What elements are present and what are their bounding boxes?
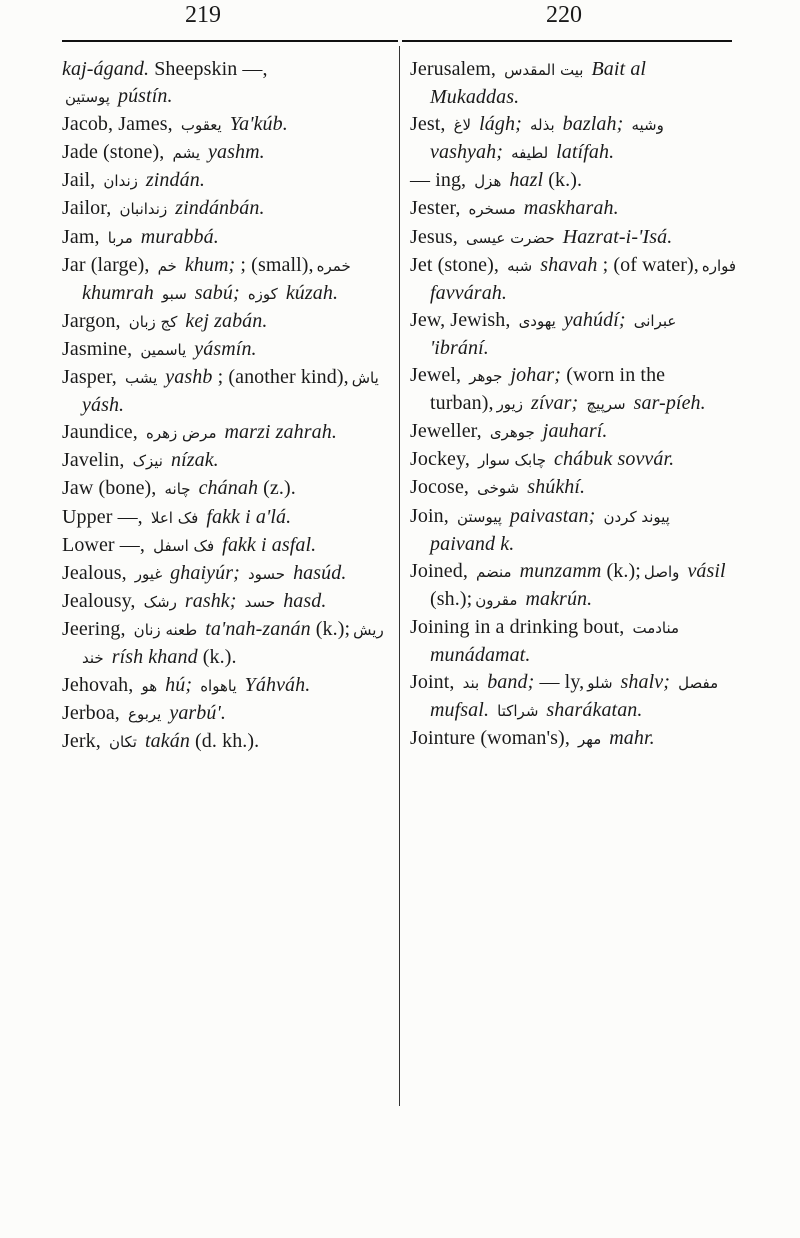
transliteration: yashm. — [208, 141, 265, 164]
transliteration: pústín. — [117, 85, 173, 108]
dictionary-entry — [410, 307, 740, 362]
arabic-script: شوخی — [477, 479, 520, 498]
transliteration: paivastan; — [509, 504, 596, 527]
gloss: ; (small), — [240, 253, 314, 276]
entry-headword: Joined, — [410, 559, 468, 582]
arabic-script: نیزک — [132, 452, 163, 471]
gloss: (z.). — [263, 477, 296, 500]
entry-headword: Jargon, — [62, 309, 121, 332]
transliteration: favvárah. — [430, 281, 507, 304]
dictionary-entry — [62, 475, 392, 503]
arabic-script: ریش خند — [82, 620, 384, 667]
transliteration: zindán. — [145, 169, 205, 192]
entry-headword: Jester, — [410, 197, 461, 220]
entry-headword: Jehovah, — [62, 674, 134, 697]
arabic-script: حسود — [247, 564, 286, 583]
entry-headword: — ing, — [410, 169, 467, 192]
entry-headword: Jade (stone), — [62, 141, 165, 164]
transliteration: yashb — [165, 366, 213, 389]
dictionary-entry — [62, 195, 392, 223]
arabic-script: منادمت — [632, 618, 680, 637]
arabic-script: جوهری — [489, 423, 535, 442]
entry-headword: Jockey, — [410, 448, 470, 471]
dictionary-entry — [62, 560, 392, 588]
dictionary-entry — [410, 614, 740, 669]
transliteration: hasd. — [283, 589, 327, 612]
dictionary-entry — [410, 224, 740, 252]
transliteration: fakk i asfal. — [222, 533, 317, 556]
entry-headword: Jew, Jewish, — [410, 308, 511, 331]
dictionary-entry — [62, 83, 392, 111]
entry-headword: Upper —, — [62, 505, 143, 528]
arabic-script: پیوستن — [456, 507, 502, 526]
arabic-script: غیور — [134, 564, 163, 583]
arabic-script: وشیه — [631, 116, 664, 135]
transliteration: sar-píeh. — [633, 392, 706, 415]
arabic-script: مرض زهره — [145, 424, 217, 443]
dictionary-entry — [410, 446, 740, 474]
arabic-script: یاسمین — [140, 340, 187, 359]
arabic-script: یعقوب — [180, 116, 222, 135]
arabic-script: مسخره — [468, 200, 516, 219]
transliteration: rísh khand — [111, 645, 198, 668]
arabic-script: فک اسفل — [153, 536, 215, 555]
arabic-script: مقرون — [475, 590, 518, 609]
transliteration: makrún. — [525, 587, 593, 610]
transliteration: shúkhí. — [527, 476, 586, 499]
dictionary-entry — [410, 195, 740, 223]
arabic-script: تکان — [108, 733, 137, 752]
gloss: (sh.); — [430, 587, 473, 610]
entry-headword: Lower —, — [62, 533, 145, 556]
arabic-script: شبه — [507, 256, 533, 275]
transliteration: sabú; — [194, 281, 240, 304]
entry-headword: Jeweller, — [410, 420, 482, 443]
arabic-script: یشم — [172, 144, 201, 163]
arabic-script: بذله — [529, 116, 555, 135]
arabic-script: هو — [141, 677, 158, 696]
arabic-script: زیور — [496, 395, 523, 414]
gloss: (k.); — [606, 559, 641, 582]
dictionary-entry — [410, 474, 740, 502]
transliteration: maskharah. — [523, 197, 619, 220]
arabic-script: مربا — [107, 228, 133, 247]
transliteration: kej zabán. — [185, 309, 268, 332]
entry-headword: Jeering, — [62, 617, 126, 640]
entry-headword: Joint, — [410, 671, 455, 694]
gloss: (k.); — [315, 617, 351, 640]
arabic-script: چابک سوار — [478, 451, 547, 470]
transliteration: vashyah; — [430, 141, 503, 164]
gloss: — ly, — [539, 671, 585, 694]
arabic-script: زندان — [103, 172, 138, 191]
dictionary-entry — [62, 336, 392, 364]
dictionary-entry — [62, 700, 392, 728]
entry-headword: Jaw (bone), — [62, 477, 157, 500]
entry-headword: Jerusalem, — [410, 58, 496, 80]
transliteration: mahr. — [609, 727, 655, 750]
arabic-script: مفصل — [678, 674, 719, 693]
arabic-script: فک اعلا — [150, 508, 199, 527]
arabic-script: طعنه زنان — [133, 620, 198, 639]
arabic-script: سرپیچ — [586, 395, 626, 414]
dictionary-entry — [62, 447, 392, 475]
arabic-script: جوهر — [469, 367, 503, 386]
entry-headword: Jacob, James, — [62, 113, 173, 136]
transliteration: Yáhváh. — [244, 674, 311, 697]
entry-headword: Jealousy, — [62, 589, 136, 612]
arabic-script: شلو — [587, 674, 613, 693]
transliteration: yásh. — [82, 394, 125, 417]
entry-headword: Jail, — [62, 169, 96, 192]
transliteration: jauharí. — [542, 420, 608, 443]
transliteration: nízak. — [170, 449, 219, 472]
dictionary-entry — [62, 308, 392, 336]
entry-headword: Jointure (woman's), — [410, 727, 570, 750]
entry-headword: Jerk, — [62, 730, 101, 753]
gloss: Sheepskin —, — [154, 58, 268, 80]
entry-headword: Jar (large), — [62, 253, 150, 276]
dictionary-entry — [410, 503, 740, 558]
dictionary-entry — [410, 725, 740, 753]
arabic-script: رشک — [143, 592, 177, 611]
dictionary-entry — [62, 588, 392, 616]
dictionary-entry — [410, 252, 740, 307]
transliteration: johar; — [510, 364, 562, 387]
transliteration: takán — [144, 730, 190, 753]
arabic-script: کج زبان — [128, 312, 178, 331]
dictionary-entry — [62, 532, 392, 560]
transliteration: ta'nah-zanán — [205, 617, 311, 640]
entry-headword: Joining in a drinking bout, — [410, 615, 625, 638]
header-rule-right — [402, 40, 732, 42]
transliteration: Bait al Mukaddas. — [430, 58, 647, 109]
arabic-script: یشب — [125, 369, 158, 388]
arabic-script: چانه — [164, 480, 191, 499]
transliteration: paivand k. — [430, 532, 515, 555]
left-column — [62, 56, 392, 756]
dictionary-entry — [62, 224, 392, 252]
transliteration: chábuk sovvár. — [554, 448, 675, 471]
transliteration: rashk; — [184, 589, 237, 612]
dictionary-entry — [410, 56, 740, 111]
transliteration: kúzah. — [285, 281, 339, 304]
arabic-script: بند — [462, 674, 480, 693]
transliteration: ghaiyúr; — [170, 561, 240, 584]
dictionary-entry — [62, 139, 392, 167]
transliteration: chánah — [198, 477, 259, 500]
transliteration: khum; — [184, 253, 236, 276]
arabic-script: لاغ — [453, 116, 472, 135]
dictionary-entry — [410, 669, 740, 725]
entry-headword: Jaundice, — [62, 421, 138, 444]
transliteration: shalv; — [620, 671, 671, 694]
arabic-script: سبو — [161, 284, 187, 303]
right-column — [410, 56, 740, 753]
transliteration: hazl — [509, 169, 544, 192]
entry-headword: Jet (stone), — [410, 253, 499, 276]
transliteration: yarbú'. — [169, 702, 226, 725]
arabic-script: شراکتا — [497, 702, 539, 721]
transliteration: Ya'kúb. — [229, 113, 288, 136]
page-number-right: 220 — [546, 2, 582, 28]
gloss: ; (of water), — [602, 253, 699, 276]
transliteration: sharákatan. — [546, 699, 643, 722]
arabic-script: یاش — [351, 369, 379, 388]
arabic-script: یربوع — [128, 705, 162, 724]
transliteration: marzi zahrah. — [224, 421, 337, 444]
gloss: (d. kh.). — [195, 730, 260, 753]
dictionary-entry — [410, 362, 740, 418]
entry-headword: Jerboa, — [62, 702, 120, 725]
entry-headword: Jocose, — [410, 476, 470, 499]
dictionary-entry — [410, 558, 740, 614]
entry-headword: Jailor, — [62, 197, 112, 220]
entry-headword: Jealous, — [62, 561, 127, 584]
entry-headword: Jasper, — [62, 366, 117, 389]
transliteration: hasúd. — [293, 561, 347, 584]
header-rule-left — [62, 40, 398, 42]
transliteration: munzamm — [519, 559, 602, 582]
transliteration: munádamat. — [430, 643, 531, 666]
arabic-script: هزل — [474, 172, 502, 191]
transliteration: fakk i a'lá. — [206, 505, 292, 528]
arabic-script: واصل — [643, 562, 680, 581]
transliteration: vásil — [687, 559, 726, 582]
dictionary-entry — [410, 418, 740, 446]
dictionary-entry — [62, 419, 392, 447]
transliteration: lágh; — [479, 113, 522, 136]
transliteration: mufsal. — [430, 699, 490, 722]
dictionary-entry — [410, 111, 740, 167]
dictionary-entry — [62, 616, 392, 672]
dictionary-entry — [410, 167, 740, 195]
arabic-script: مهر — [578, 730, 602, 749]
arabic-script: خم — [157, 256, 177, 275]
transliteration: band; — [487, 671, 535, 694]
arabic-script: بیت المقدس — [504, 61, 584, 79]
entry-headword: Jesus, — [410, 225, 458, 248]
transliteration: latífah. — [556, 141, 615, 164]
arabic-script: لطیفه — [511, 144, 549, 163]
entry-headword: Jasmine, — [62, 337, 133, 360]
dictionary-entry — [62, 504, 392, 532]
gloss: (k.). — [202, 645, 237, 668]
entry-headword: Jam, — [62, 225, 100, 248]
arabic-script: کوزه — [247, 284, 278, 303]
arabic-script: خمره — [316, 256, 351, 275]
transliteration: yahúdí; — [563, 308, 626, 331]
gloss: ; (another kind), — [217, 366, 349, 389]
dictionary-entry — [62, 252, 392, 308]
arabic-script: پیوند کردن — [603, 507, 670, 526]
arabic-script: زندانبان — [119, 200, 168, 219]
transliteration: kaj-ágand. — [62, 58, 150, 80]
entry-headword: Javelin, — [62, 449, 125, 472]
transliteration: zívar; — [530, 392, 579, 415]
transliteration: khumrah — [82, 281, 154, 304]
column-divider — [399, 46, 400, 1106]
transliteration: Hazrat-i-'Isá. — [562, 225, 673, 248]
dictionary-entry — [62, 111, 392, 139]
transliteration: bazlah; — [562, 113, 624, 136]
arabic-script: حسد — [244, 592, 276, 611]
arabic-script: یهودی — [518, 311, 556, 330]
dictionary-entry — [62, 728, 392, 756]
arabic-script: عبرانی — [633, 311, 677, 330]
page-number-left: 219 — [185, 2, 221, 28]
arabic-script: منضم — [476, 562, 512, 581]
arabic-script: یاهواه — [200, 677, 237, 696]
transliteration: murabbá. — [140, 225, 219, 248]
transliteration: yásmín. — [194, 337, 257, 360]
transliteration: shavah — [540, 253, 598, 276]
transliteration: 'ibrání. — [430, 336, 489, 359]
dictionary-entry — [62, 56, 392, 83]
transliteration: hú; — [165, 674, 193, 697]
gloss: (worn in the turban), — [430, 364, 666, 415]
dictionary-entry — [62, 672, 392, 700]
arabic-script: پوستین — [65, 88, 110, 107]
arabic-script: حضرت عیسی — [465, 228, 555, 247]
entry-headword: Jest, — [410, 113, 446, 136]
entry-headword: Jewel, — [410, 364, 462, 387]
entry-headword: Join, — [410, 504, 449, 527]
gloss: (k.). — [548, 169, 583, 192]
arabic-script: فواره — [701, 256, 737, 275]
dictionary-entry — [62, 364, 392, 419]
transliteration: zindánbán. — [175, 197, 265, 220]
dictionary-entry — [62, 167, 392, 195]
